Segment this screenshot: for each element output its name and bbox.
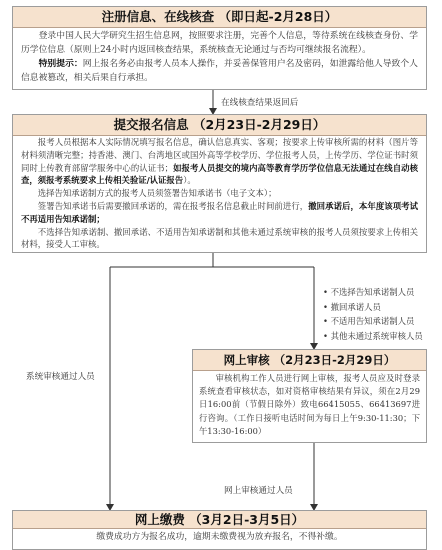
step2-title: 提交报名信息 （2月23日-2月29日） [13,115,426,136]
step2-text-1a: 报考人员根据本人实际情况填写报名信息，确认信息真实、客观；按要求上传审核所需的材料（图片等材料须清晰完整；持香港、澳门、台湾地区或国外高等学校学历、学位报考人员，上传学历、学位证书时须同时上传教育部留学服务中心的认证书； [21,137,418,173]
step1-register-box [12,6,427,90]
step4-payment-box [12,510,427,550]
step2-text-2: 选择告知承诺制方式的报考人员须签署告知承诺书（电子文本）； [37,188,277,199]
step1-notice-text: 网上报名务必由报考人员本人操作，并妥善保管用户名及密码，如泄露给他人导致个人信息被篡改，相关后果自行承担。 [21,59,418,83]
list-item: • 不选择告知承诺制人员 [323,287,415,297]
step1-title: 注册信息、在线核查 （即日起-2月28日） [13,7,426,28]
step2-text-1b: 如报考人员提交的境内高等教育学历学位信息无法通过在线自动核查，须报考系统要求上传相关验证/认证报告 [21,162,419,186]
step2-text-1 [21,136,418,187]
list-item: • 撤回承诺人员 [323,301,381,312]
step3-title: 网上审核 （2月23日-2月29日） [193,350,426,371]
left-path-label: 系统审核通过人员 [26,372,95,382]
list-item: • 其他未通过系统审核人员 [323,330,423,341]
step2-text-1c: ）。 [183,175,196,186]
step3-text: 审核机构工作人员进行网上审核，报考人员应及时登录系统查看审核状态，如对资格审核结果有异议，须在2月29日16:00前（节假日除外）致电66415055、66413697进行咨询。（工作日接听电话时间为每日上午9:30-11:30；下午13:30-16:00） [199,373,420,436]
arrow3-label: 网上审核通过人员 [224,486,293,496]
step2-submit-box [12,114,427,253]
step2-text-4: 不选择告知承诺制、撤回承诺、不适用告知承诺制和其他未通过系统审核的报考人员须按要求上传相关材料，接受人工审核。 [21,226,418,250]
list-item: • 不适用告知承诺制人员 [323,316,415,326]
step2-text-3a: 签署告知承诺书后需要撤回承诺的，需在报考报名信息截止时间前进行， [37,200,309,211]
step4-title: 网上缴费 （3月2日-3月5日） [13,511,426,529]
arrow1-label: 在线核查结果返回后 [221,98,299,108]
step1-notice-label: 特别提示： [38,59,83,69]
step1-text: 登录中国人民大学研究生招生信息网，按照要求注册，完善个人信息，等待系统在线核查身份、学历学位信息（原则上24小时内返回核查结果，系统核查无论通过与否均可继续报名流程）。 [21,31,418,55]
step2-text-3b: 撤回承诺后，本年度该项考试不再适用告知承诺制； [21,200,419,224]
manual-review-list [323,285,423,343]
step4-text: 缴费成功方为报名成功，逾期未缴费视为放弃报名，不得补缴。 [96,532,343,542]
step3-review-box [192,349,427,443]
step2-text-3 [21,200,418,226]
step1-notice [21,57,418,85]
